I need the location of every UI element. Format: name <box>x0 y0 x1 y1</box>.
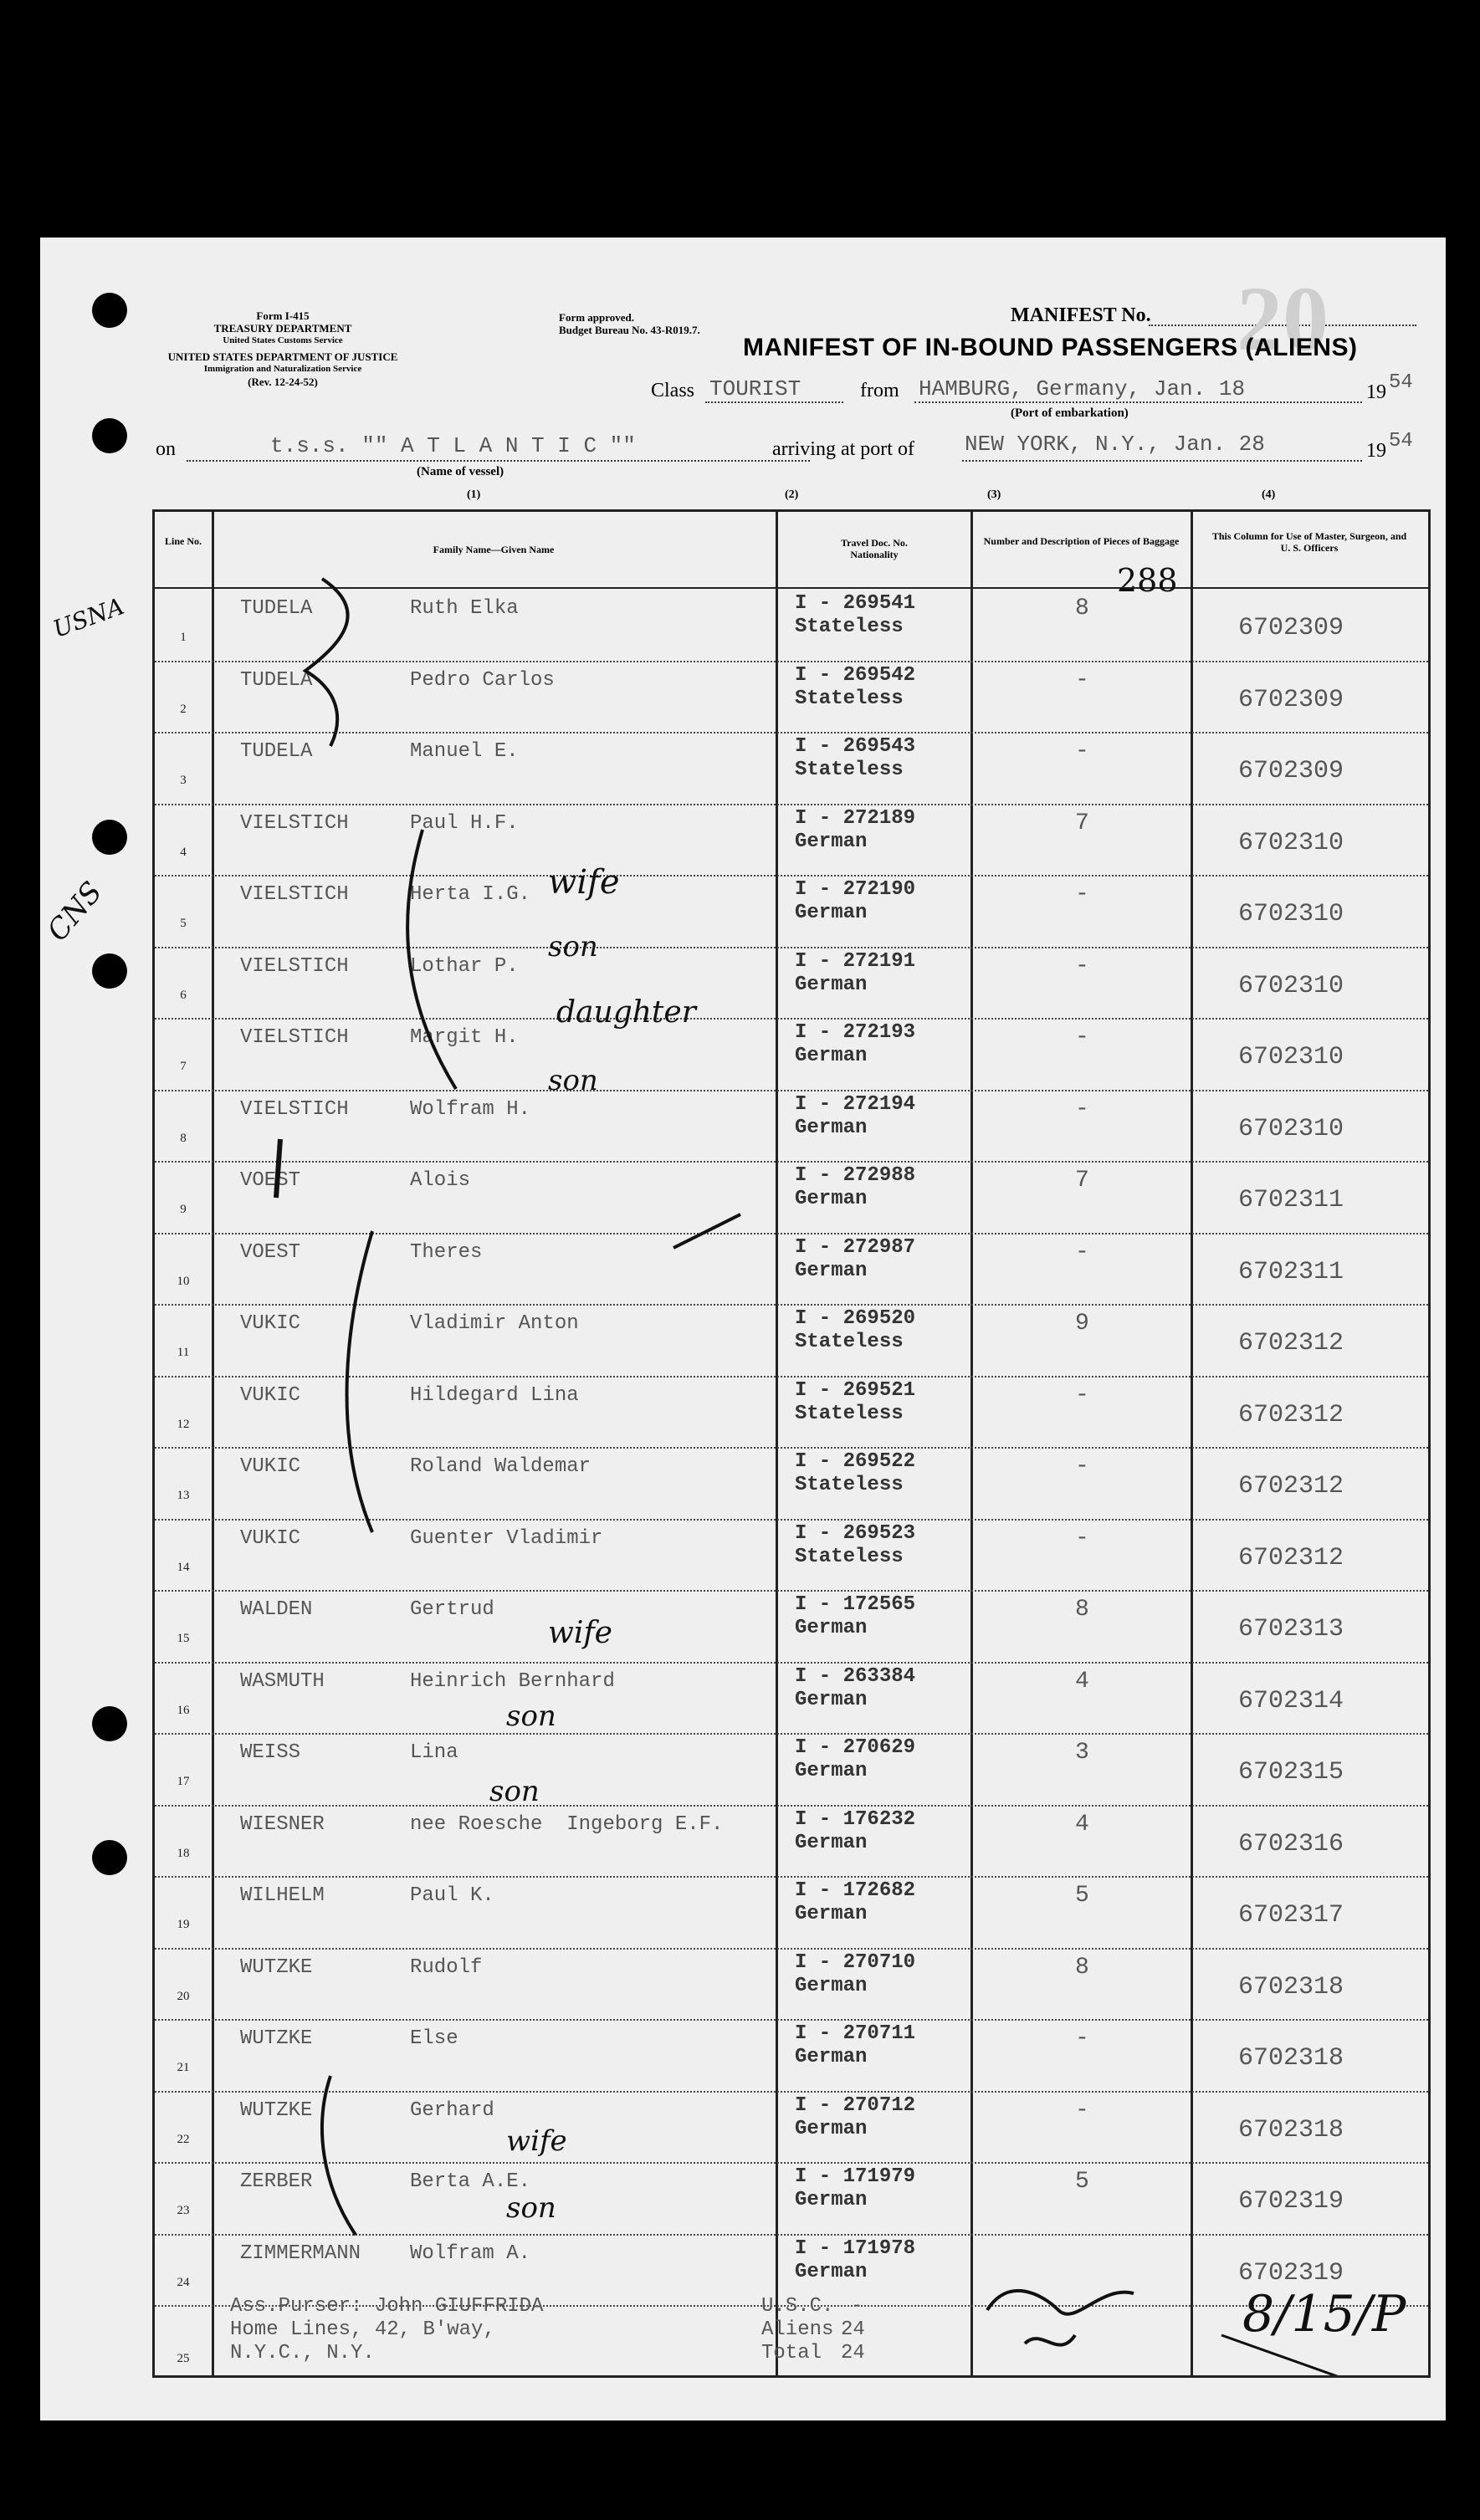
travel-doc-number: I - 176232 <box>795 1807 916 1831</box>
officer-code: 6702318 <box>1238 1972 1344 2001</box>
family-name: WEISS <box>240 1741 301 1764</box>
on-label: on <box>156 438 176 460</box>
officer-code: 6702311 <box>1238 1257 1344 1286</box>
given-name: Gertrud <box>410 1598 494 1621</box>
given-name: Guenter Vladimir <box>410 1526 603 1550</box>
baggage-count: - <box>1075 882 1089 907</box>
line-number: 3 <box>180 774 187 787</box>
officer-code: 6702316 <box>1238 1829 1344 1858</box>
line-number: 22 <box>177 2132 190 2146</box>
officer-code: 6702311 <box>1238 1186 1344 1214</box>
usc-label: U.S.C. <box>761 2295 834 2318</box>
officer-code: 6702315 <box>1238 1758 1344 1786</box>
baggage-count: - <box>1075 1239 1089 1265</box>
year-prefix-1: 19 <box>1366 381 1386 403</box>
line-number: 20 <box>177 1989 190 2003</box>
line-number: 5 <box>180 917 187 930</box>
given-name: Herta I.G. <box>410 883 531 906</box>
nationality: German <box>795 1760 868 1782</box>
given-name: Else <box>410 2027 458 2050</box>
nationality: German <box>795 2260 868 2283</box>
nationality: Stateless <box>795 1474 904 1496</box>
nationality: Stateless <box>795 1545 904 1568</box>
travel-doc-number: I - 269522 <box>795 1450 916 1473</box>
side-note-2: CNS <box>40 875 110 948</box>
nationality: German <box>795 1688 868 1711</box>
doj: UNITED STATES DEPARTMENT OF JUSTICE <box>167 350 398 363</box>
line-number: 11 <box>177 1346 190 1359</box>
given-name: Paul H.F. <box>410 811 519 835</box>
officer-code: 6702313 <box>1238 1615 1344 1643</box>
note-son-4: son <box>489 1775 540 1808</box>
officer-code: 6702318 <box>1238 2115 1344 2144</box>
family-name: WALDEN <box>240 1598 313 1621</box>
aliens-value: 24 <box>841 2318 865 2341</box>
given-name: Berta A.E. <box>410 2170 531 2193</box>
travel-doc-number: I - 172682 <box>795 1879 916 1902</box>
manifest-page <box>40 238 1446 2420</box>
nationality: German <box>795 973 868 996</box>
line-number-25: 25 <box>177 2352 190 2365</box>
line-number: 21 <box>177 2061 190 2074</box>
manifest-no-value: 20 <box>1237 268 1329 370</box>
col-line-no: Line No. <box>164 535 202 547</box>
binder-hole <box>92 953 127 989</box>
baggage-count: 5 <box>1075 2169 1089 2195</box>
line-number: 16 <box>177 1703 190 1717</box>
line-number: 23 <box>177 2204 190 2217</box>
officer-code: 6702309 <box>1238 614 1344 642</box>
line-number: 10 <box>177 1274 190 1288</box>
family-name: VOEST <box>240 1240 301 1264</box>
baggage-count: 4 <box>1075 1668 1089 1694</box>
company: Home Lines, 42, B'way, <box>230 2318 495 2341</box>
travel-doc-number: I - 270629 <box>795 1736 916 1759</box>
nationality: German <box>795 1974 868 1997</box>
line-number: 15 <box>177 1632 190 1645</box>
col-officers: This Column for Use of Master, Surgeon, and U. S. Officers <box>1211 530 1407 554</box>
family-name: VUKIC <box>240 1526 301 1550</box>
nationality: German <box>795 2117 868 2140</box>
nationality: German <box>795 1116 868 1139</box>
baggage-count: - <box>1075 1525 1089 1551</box>
line-number: 4 <box>180 845 187 859</box>
given-name: Pedro Carlos <box>410 668 555 692</box>
travel-doc-number: I - 269521 <box>795 1378 916 1402</box>
baggage-count: 5 <box>1075 1883 1089 1909</box>
baggage-count: - <box>1075 1454 1089 1480</box>
line-number: 24 <box>177 2275 190 2289</box>
col-name: Family Name—Given Name <box>433 544 555 555</box>
customs-service: United States Customs Service <box>223 335 343 345</box>
line-number: 1 <box>180 631 187 644</box>
baggage-count: - <box>1075 667 1089 693</box>
line-number: 19 <box>177 1918 190 1931</box>
family-name: VUKIC <box>240 1383 301 1407</box>
travel-doc-number: I - 272987 <box>795 1235 916 1259</box>
binder-hole <box>92 1706 127 1741</box>
line-number: 7 <box>180 1060 187 1073</box>
travel-doc-number: I - 270712 <box>795 2093 916 2117</box>
col-num-4: (4) <box>1262 488 1276 501</box>
nationality: German <box>795 1188 868 1210</box>
line-number: 9 <box>180 1203 187 1216</box>
note-wife-3: wife <box>506 2124 567 2158</box>
vessel-value: t.s.s. "" A T L A N T I C "" <box>270 433 636 458</box>
travel-doc-number: I - 171979 <box>795 2165 916 2188</box>
officer-code: 6702309 <box>1238 757 1344 785</box>
nationality: German <box>795 1617 868 1639</box>
line-number: 8 <box>180 1131 187 1145</box>
family-name: VOEST <box>240 1169 301 1192</box>
line-number: 13 <box>177 1489 190 1502</box>
binder-hole <box>92 820 127 855</box>
given-name: Lothar P. <box>410 954 519 978</box>
signature-label <box>977 2303 981 2304</box>
baggage-count: - <box>1075 1096 1089 1122</box>
given-name: nee Roesche Ingeborg E.F. <box>410 1812 724 1836</box>
total-value: 24 <box>841 2342 865 2364</box>
col-travel-doc: Travel Doc. No. Nationality <box>841 537 908 560</box>
baggage-count: - <box>1075 1382 1089 1408</box>
nationality: Stateless <box>795 616 904 638</box>
baggage-count: 4 <box>1075 1811 1089 1838</box>
family-name: WILHELM <box>240 1884 325 1907</box>
nationality: German <box>795 2046 868 2068</box>
nationality: German <box>795 1045 868 1067</box>
given-name: Alois <box>410 1169 471 1192</box>
from-value: HAMBURG, Germany, Jan. 18 <box>919 376 1246 401</box>
officer-code: 6702317 <box>1238 1901 1344 1930</box>
binder-hole <box>92 418 127 453</box>
nationality: Stateless <box>795 1331 904 1353</box>
col-num-2: (2) <box>785 488 799 501</box>
family-name: ZERBER <box>240 2170 313 2193</box>
given-name: Wolfram A. <box>410 2241 531 2265</box>
arriving-label: arriving at port of <box>772 438 914 460</box>
nationality: German <box>795 1831 868 1854</box>
year-from: 54 <box>1389 371 1413 394</box>
travel-doc-number: I - 269523 <box>795 1521 916 1545</box>
family-name: TUDELA <box>240 740 313 763</box>
note-son-3: son <box>506 1700 556 1733</box>
note-wife-2: wife <box>548 1616 612 1650</box>
officer-code: 6702312 <box>1238 1543 1344 1572</box>
from-label: from <box>860 380 899 401</box>
family-name: WUTZKE <box>240 2027 313 2050</box>
note-son-1: son <box>548 930 598 964</box>
travel-doc-number: I - 269543 <box>795 735 916 758</box>
revision: (Rev. 12-24-52) <box>248 376 318 388</box>
given-name: Vladimir Anton <box>410 1312 579 1335</box>
given-name: Manuel E. <box>410 740 519 763</box>
travel-doc-number: I - 270711 <box>795 2022 916 2045</box>
baggage-count: 7 <box>1075 810 1089 836</box>
given-name: Lina <box>410 1741 458 1764</box>
year-arrive: 54 <box>1389 430 1413 452</box>
baggage-count: - <box>1075 2097 1089 2124</box>
aliens-label: Aliens <box>761 2318 834 2341</box>
given-name: Gerhard <box>410 2098 494 2122</box>
date-mark: 8/15/P <box>1242 2285 1406 2344</box>
nationality: German <box>795 830 868 853</box>
family-name: VIELSTICH <box>240 1097 349 1121</box>
family-name: VUKIC <box>240 1455 301 1478</box>
officer-code: 6702310 <box>1238 1043 1344 1071</box>
travel-doc-number: I - 269542 <box>795 663 916 687</box>
binder-hole <box>92 293 127 328</box>
total-label: Total <box>761 2342 822 2364</box>
family-name: VUKIC <box>240 1312 301 1335</box>
form-approved: Form approved. <box>559 311 635 324</box>
family-name: VIELSTICH <box>240 883 349 906</box>
binder-hole <box>92 1840 127 1875</box>
travel-doc-number: I - 272190 <box>795 878 916 901</box>
year-prefix-2: 19 <box>1366 440 1386 462</box>
baggage-count: 9 <box>1075 1311 1089 1337</box>
given-name: Hildegard Lina <box>410 1383 579 1407</box>
form-number: Form I-415 <box>256 309 310 322</box>
baggage-count: - <box>1075 739 1089 764</box>
col-baggage: Number and Description of Pieces of Baggage <box>983 535 1180 547</box>
baggage-count: 8 <box>1075 1954 1089 1981</box>
manifest-no-label: MANIFEST No. <box>1011 304 1151 326</box>
given-name: Paul K. <box>410 1884 494 1907</box>
travel-doc-number: I - 272194 <box>795 1092 916 1116</box>
note-daughter: daughter <box>556 995 696 1030</box>
passenger-table <box>152 509 1431 2378</box>
class-value: TOURIST <box>709 376 801 401</box>
given-name: Heinrich Bernhard <box>410 1669 615 1693</box>
travel-doc-number: I - 272189 <box>795 806 916 830</box>
given-name: Wolfram H. <box>410 1097 531 1121</box>
family-name: WIESNER <box>240 1812 325 1836</box>
nationality: German <box>795 2189 868 2211</box>
line-number: 17 <box>177 1775 190 1788</box>
baggage-count: - <box>1075 2026 1089 2052</box>
family-name: VIELSTICH <box>240 1026 349 1049</box>
nationality: Stateless <box>795 759 904 781</box>
class-label: Class <box>651 380 695 401</box>
officer-code: 6702312 <box>1238 1472 1344 1500</box>
port-embark-caption: (Port of embarkation) <box>1011 406 1129 420</box>
note-wife-1: wife <box>548 863 620 902</box>
family-name: VIELSTICH <box>240 811 349 835</box>
usc-value: - <box>851 2295 863 2318</box>
family-name: ZIMMERMANN <box>240 2241 361 2265</box>
officer-code: 6702318 <box>1238 2044 1344 2073</box>
handwritten-marks <box>155 512 1428 2375</box>
officer-code: 6702319 <box>1238 2258 1344 2287</box>
purser: Ass.Purser: John GIUFFRIDA <box>230 2295 544 2318</box>
travel-doc-number: I - 172565 <box>795 1593 916 1616</box>
officer-code: 6702312 <box>1238 1400 1344 1429</box>
officer-code: 6702310 <box>1238 971 1344 1000</box>
line-number: 18 <box>177 1846 190 1860</box>
col-num-1: (1) <box>467 488 481 501</box>
officer-code: 6702309 <box>1238 685 1344 714</box>
baggage-count: 8 <box>1075 595 1089 621</box>
travel-doc-number: I - 269541 <box>795 592 916 615</box>
family-name: WUTZKE <box>240 2098 313 2122</box>
arriving-value: NEW YORK, N.Y., Jan. 28 <box>965 432 1265 457</box>
treasury-dept: TREASURY DEPARTMENT <box>213 322 352 335</box>
baggage-total-note: 288 <box>1117 562 1178 599</box>
note-son-2: son <box>548 1064 598 1097</box>
officer-code: 6702310 <box>1238 900 1344 928</box>
travel-doc-number: I - 272193 <box>795 1021 916 1044</box>
travel-doc-number: I - 272988 <box>795 1164 916 1187</box>
nationality: Stateless <box>795 687 904 710</box>
nationality: German <box>795 1903 868 1925</box>
travel-doc-number: I - 270710 <box>795 1950 916 1974</box>
officer-code: 6702319 <box>1238 2187 1344 2216</box>
signature-mark <box>987 2291 1134 2314</box>
manifest-title: MANIFEST OF IN-BOUND PASSENGERS (ALIENS) <box>743 334 1358 361</box>
baggage-count: 8 <box>1075 1597 1089 1623</box>
baggage-count: 7 <box>1075 1168 1089 1194</box>
given-name: Roland Waldemar <box>410 1455 591 1478</box>
side-note-1: USNA <box>49 592 128 643</box>
line-number: 14 <box>177 1560 190 1574</box>
col-num-3: (3) <box>987 488 1001 501</box>
given-name: Theres <box>410 1240 483 1264</box>
baggage-count: - <box>1075 953 1089 979</box>
line-number: 12 <box>177 1417 190 1431</box>
budget-bureau: Budget Bureau No. 43-R019.7. <box>559 324 700 336</box>
given-name: Margit H. <box>410 1026 519 1049</box>
travel-doc-number: I - 263384 <box>795 1664 916 1688</box>
travel-doc-number: I - 269520 <box>795 1307 916 1330</box>
travel-doc-number: I - 171978 <box>795 2236 916 2260</box>
company-city: N.Y.C., N.Y. <box>230 2342 375 2364</box>
family-name: WUTZKE <box>240 1955 313 1979</box>
baggage-count: - <box>1075 1025 1089 1050</box>
nationality: Stateless <box>795 1402 904 1425</box>
line-number: 6 <box>180 988 187 1002</box>
family-name: TUDELA <box>240 668 313 692</box>
officer-code: 6702310 <box>1238 828 1344 857</box>
family-name: WASMUTH <box>240 1669 325 1693</box>
travel-doc-number: I - 272191 <box>795 949 916 973</box>
vessel-caption: (Name of vessel) <box>417 465 504 478</box>
nationality: German <box>795 902 868 924</box>
baggage-count: 3 <box>1075 1740 1089 1766</box>
family-name: VIELSTICH <box>240 954 349 978</box>
officer-code: 6702314 <box>1238 1686 1344 1715</box>
nationality: German <box>795 1259 868 1282</box>
officer-code: 6702310 <box>1238 1114 1344 1143</box>
family-name: TUDELA <box>240 597 313 620</box>
line-number: 2 <box>180 702 187 716</box>
given-name: Ruth Elka <box>410 597 519 620</box>
note-son-5: son <box>506 2191 556 2225</box>
officer-code: 6702312 <box>1238 1329 1344 1357</box>
ins: Immigration and Naturalization Service <box>203 364 362 374</box>
given-name: Rudolf <box>410 1955 483 1979</box>
